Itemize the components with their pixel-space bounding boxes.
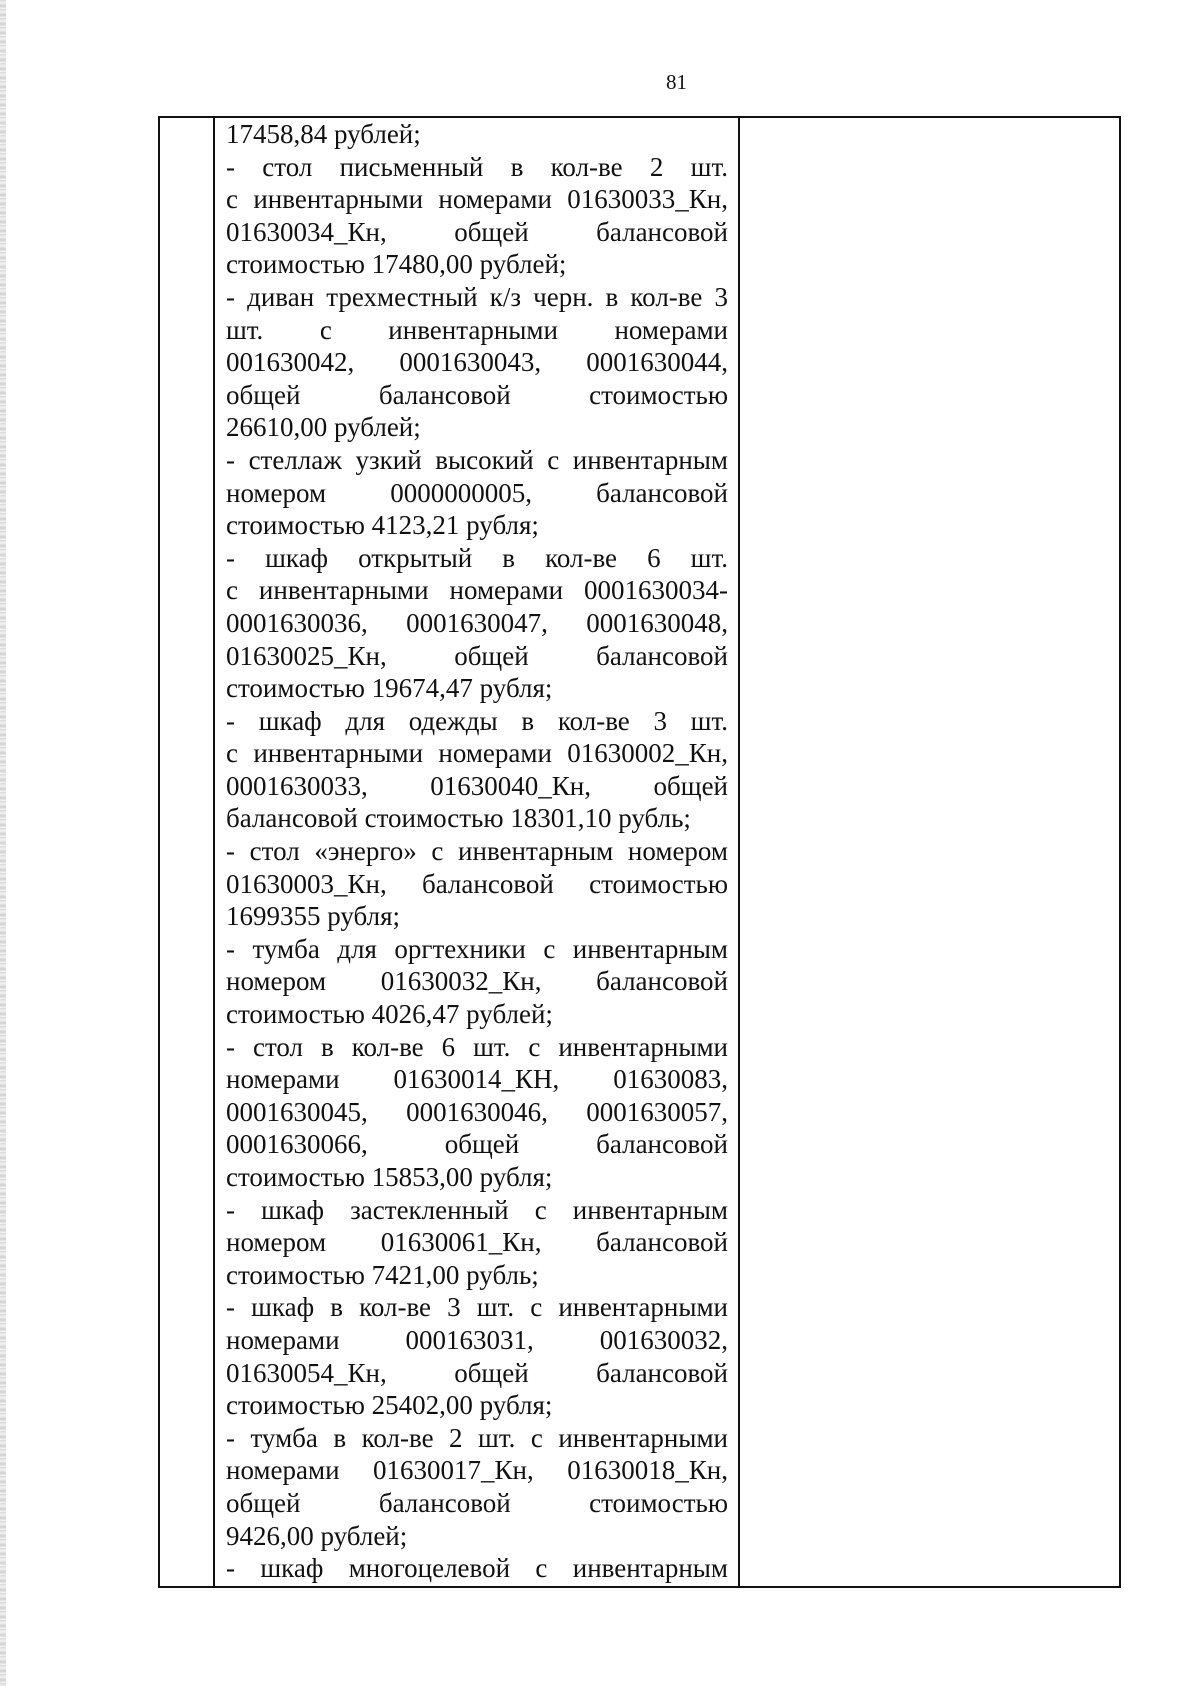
text-line: - шкаф в кол-ве 3 шт. с инвентарными	[226, 1292, 728, 1323]
text-line: 9426,00 рублей;	[226, 1520, 408, 1551]
text-line: - стол в кол-ве 6 шт. с инвентарными	[226, 1031, 728, 1062]
text-line: - шкаф для одежды в кол-ве 3 шт.	[226, 705, 728, 736]
text-line: стоимостью 19674,47 рубля;	[226, 673, 553, 704]
text-line: - стол «энерго» с инвентарным номером	[226, 836, 728, 867]
text-line: с инвентарными номерами 0001630034-	[226, 575, 728, 606]
text-line: 26610,00 рублей;	[226, 412, 421, 443]
text-line: 0001630066, общей балансовой	[226, 1129, 728, 1160]
text-line: с инвентарными номерами 01630033_Кн,	[226, 184, 728, 215]
asset-list-cell	[226, 118, 728, 1585]
text-line: - тумба в кол-ве 2 шт. с инвентарными	[226, 1422, 728, 1453]
text-line: стоимостью 4123,21 рубля;	[226, 510, 539, 541]
document-table	[158, 116, 1121, 1588]
text-line: - шкаф открытый в кол-ве 6 шт.	[226, 542, 728, 573]
text-line: стоимостью 15853,00 рубля;	[226, 1162, 553, 1192]
text-line: 0001630033, 01630040_Кн, общей	[226, 770, 728, 801]
text-line: 0001630045, 0001630046, 0001630057,	[226, 1096, 728, 1127]
text-line: 01630003_Кн, балансовой стоимостью	[226, 868, 728, 899]
text-line: номером 01630032_Кн, балансовой	[226, 966, 728, 997]
text-line: - стол письменный в кол-ве 2 шт.	[226, 151, 728, 182]
text-line: стоимостью 17480,00 рублей;	[226, 249, 567, 280]
text-line: - стеллаж узкий высокий с инвентарным	[226, 444, 728, 475]
text-line: стоимостью 4026,47 рублей;	[226, 999, 553, 1030]
text-line: балансовой стоимостью 18301,10 рубль;	[226, 803, 691, 834]
text-line: - тумба для оргтехники с инвентарным	[226, 933, 728, 964]
text-line: номером 01630061_Кн, балансовой	[226, 1227, 728, 1258]
text-line: номерами 01630017_Кн, 01630018_Кн,	[226, 1455, 728, 1486]
text-line: общей балансовой стоимостью	[226, 1487, 728, 1518]
text-line: стоимостью 25402,00 рубля;	[226, 1390, 553, 1421]
scan-edge	[0, 0, 6, 1686]
text-line: 01630034_Кн, общей балансовой	[226, 216, 728, 247]
text-line: 01630054_Кн, общей балансовой	[226, 1357, 728, 1388]
text-line: общей балансовой стоимостью	[226, 379, 728, 410]
text-line: 17458,84 рублей;	[226, 119, 421, 149]
text-line: стоимостью 7421,00 рубль;	[226, 1259, 539, 1290]
text-line: номером 0000000005, балансовой	[226, 477, 728, 508]
text-line: 0001630036, 0001630047, 0001630048,	[226, 607, 728, 638]
text-line: номерами 000163031, 001630032,	[226, 1324, 728, 1355]
text-line: 01630025_Кн, общей балансовой	[226, 640, 728, 671]
text-line: 1699355 рубля;	[226, 901, 400, 932]
text-line: - шкаф застекленный с инвентарным	[226, 1194, 728, 1225]
page-number: 81	[666, 70, 687, 94]
text-line: - шкаф многоцелевой с инвентарным	[226, 1553, 728, 1584]
text-line: шт. с инвентарными номерами	[226, 314, 728, 345]
text-line: номерами 01630014_КН, 01630083,	[226, 1064, 728, 1095]
column-divider-left	[213, 118, 215, 1586]
text-line: с инвентарными номерами 01630002_Кн,	[226, 738, 728, 769]
text-line: - диван трехместный к/з черн. в кол-ве 3	[226, 281, 728, 312]
column-divider-right	[738, 118, 740, 1586]
text-line: 001630042, 0001630043, 0001630044,	[226, 347, 728, 378]
